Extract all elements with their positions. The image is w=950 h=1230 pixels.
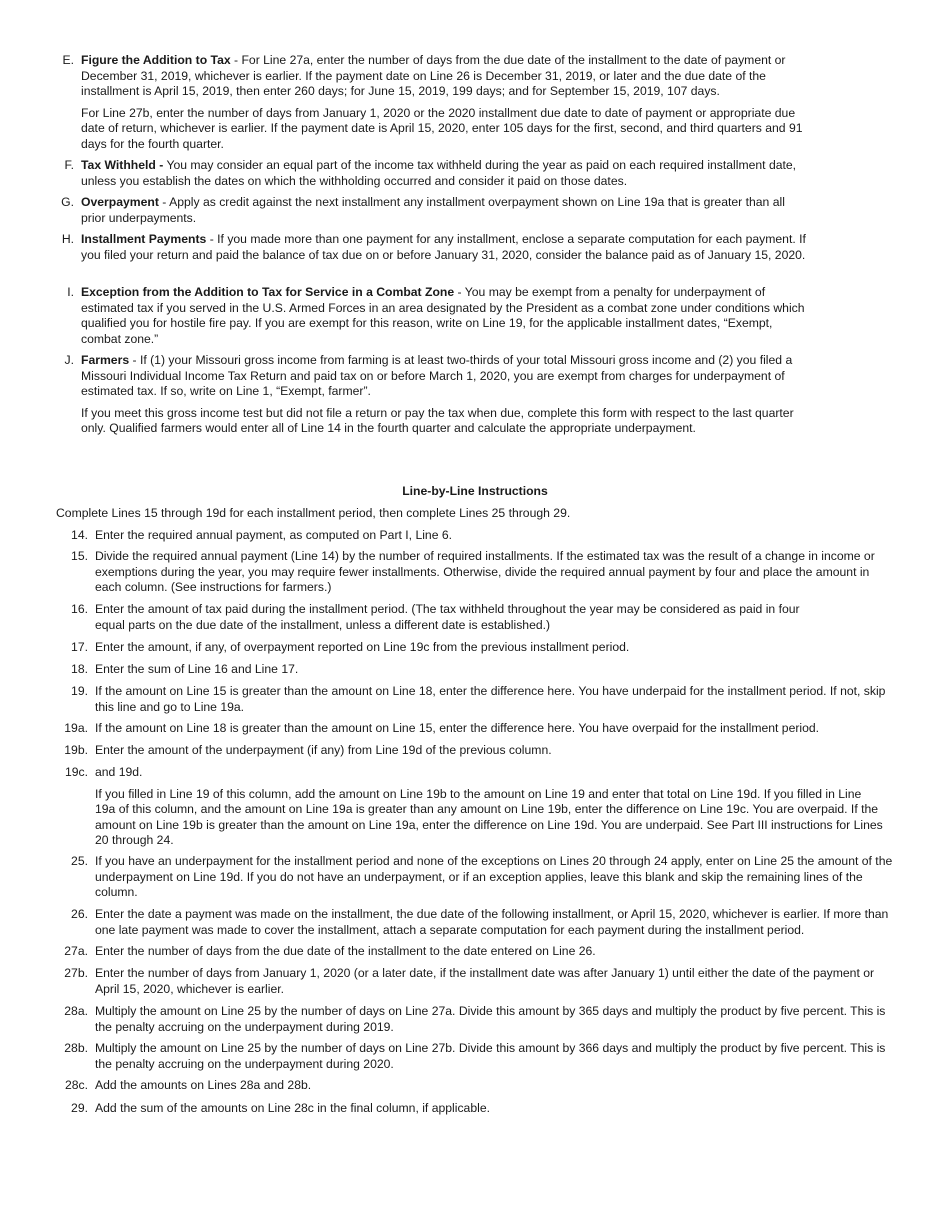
line-text: Add the sum of the amounts on Line 28c in the final column, if applicable.	[95, 1101, 490, 1115]
line-text: Divide the required annual payment (Line 14) by the number of required installments. If the estimated tax was the result of a change in income or exemptions during the year, you may require fewer installments. Otherwise, divide the required annual payment by four and place the amount in each column. (See instructions for farmers.)	[95, 549, 875, 595]
line-number: 19b.	[64, 743, 88, 757]
line-number: 17.	[71, 640, 88, 654]
item-text: For Line 27a, enter the number of days from the due date of the installment to the date of payment or December 31, 2019, whichever is earlier. If the payment date on Line 26 is December 31, 2019, or later and the due date of the installment is April 15, 2019, then enter 260 days; for June 15, 2019, 199 days; and for September 15, 2019, 107 days.	[81, 53, 786, 99]
line-number: 28a.	[64, 1004, 88, 1018]
item-letter: J.	[64, 353, 74, 367]
line-number: 16.	[71, 602, 88, 616]
item-text: Apply as credit against the next installment any installment overpayment shown on Line 19a that is greater than all prior underpayments.	[81, 195, 785, 225]
line-text: If you have an underpayment for the installment period and none of the exceptions on Lines 20 through 24 apply, enter on Line 25 the amount of the underpayment on Line 19d. If you do not have an underpayment, or if an exception applies, leave this blank and skip the remaining lines of the column.	[95, 854, 893, 900]
line-number: 27a.	[64, 944, 88, 958]
line-number: 14.	[71, 528, 88, 542]
item-paragraph: Farmers - If (1) your Missouri gross income from farming is at least two-thirds of your total Missouri gross income and (2) you filed a Missouri Individual Income Tax Return and paid tax on or before March 1, 2020, you are exempt from charges for underpayment of estimated tax. If so, write on Line 1, “Exempt, farmer”.	[81, 353, 793, 399]
item-text: If you made more than one payment for any installment, enclose a separate computation for each payment. If you filed your return and paid the balance of tax due on or before January 31, 2020, consider the balance paid as of January 15, 2020.	[81, 232, 806, 262]
item-paragraph	[81, 158, 806, 189]
line-text: Multiply the amount on Line 25 by the number of days on Line 27a. Divide this amount by 365 days and multiply the product by five percent. This is the penalty accruing on the underpayment during 2019.	[95, 1004, 886, 1034]
line-text: Enter the amount, if any, of overpayment reported on Line 19c from the previous installment period.	[95, 640, 630, 654]
item-letter: G.	[61, 195, 74, 209]
line-text: If the amount on Line 18 is greater than the amount on Line 15, enter the difference here. You have overpaid for the installment period.	[95, 721, 820, 735]
section-heading: Line-by-Line Instructions	[402, 484, 548, 498]
line-text: Enter the required annual payment, as computed on Part I, Line 6.	[95, 528, 453, 542]
line-text: Add the amounts on Lines 28a and 28b.	[95, 1078, 312, 1092]
item-text: You may consider an equal part of the income tax withheld during the year as paid on each required installment date, unless you establish the dates on which the withholding occurred and consider it paid on those dates.	[81, 158, 797, 188]
item-letter: I.	[67, 285, 74, 299]
line-number: 15.	[71, 549, 88, 563]
item-letter: F.	[64, 158, 74, 172]
section-intro: Complete Lines 15 through 19d for each installment period, then complete Lines 25 through 29.	[56, 506, 571, 520]
line-number: 18.	[71, 662, 88, 676]
item-paragraph: Overpayment - Apply as credit against the next installment any installment overpayment shown on Line 19a that is greater than all prior underpayments.	[81, 195, 785, 225]
line-text: Enter the date a payment was made on the installment, the due date of the following installment, or April 15, 2020, whichever is earlier. If more than one late payment was made to cover the installment, attach a separate computation for each payment during the installment period.	[95, 907, 889, 937]
line-number: 25.	[71, 854, 88, 868]
line-number: 19.	[71, 684, 88, 698]
item-title: Overpayment	[81, 195, 159, 209]
line-number: 27b.	[64, 966, 88, 980]
item-title: Figure the Addition to Tax	[81, 53, 231, 67]
item-letter: H.	[61, 232, 74, 246]
item-title: Farmers	[81, 353, 130, 367]
item-letter: E.	[62, 53, 74, 67]
line-text: Multiply the amount on Line 25 by the number of days on Line 27b. Divide this amount by 366 days and multiply the product by five percent. This is the penalty accruing on the underpayment during 2020.	[95, 1041, 886, 1071]
item-paragraph: Figure the Addition to Tax - For Line 27a, enter the number of days from the due date of the installment to the date of payment or December 31, 2019, whichever is earlier. If the payment date on Line 26 is December 31, 2019, or later and the due date of the installment is April 15, 2019, then enter 260 days; for June 15, 2019, 199 days; and for September 15, 2019, 107 days.	[81, 53, 786, 99]
item-title: Exception from the Addition to Tax for Service in a Combat Zone	[81, 285, 455, 299]
line-number: 28b.	[64, 1041, 88, 1055]
line-number: 26.	[71, 907, 88, 921]
item-paragraph: Installment Payments - If you made more than one payment for any installment, enclose a separate computation for each payment. If you filed your return and paid the balance of tax due on or before January 31, 2020, consider the balance paid as of January 15, 2020.	[81, 232, 806, 262]
line-number: 29.	[71, 1101, 88, 1115]
line-text: Enter the number of days from the due date of the installment to the date entered on Line 26.	[95, 944, 596, 958]
line-text: Enter the amount of tax paid during the installment period. (The tax withheld throughout the year may be considered as paid in four equal parts on the due date of the installment, unless a different date is established.)	[95, 602, 800, 632]
line-number: 28c.	[64, 1078, 88, 1092]
item-paragraph-2: For Line 27b, enter the number of days from January 1, 2020 or the 2020 installment due date to date of payment or appropriate due date of return, whichever is earlier. If the payment date is April 15, 2020, enter 105 days for the first, second, and third quarters and 91 days for the fourth quarter.	[81, 105, 803, 151]
line-text: Enter the sum of Line 16 and Line 17.	[95, 662, 299, 676]
line-text: and 19d.	[95, 765, 143, 779]
item-title: Tax Withheld -	[81, 158, 164, 172]
item-title: Installment Payments	[81, 232, 207, 246]
item-paragraph-2: If you meet this gross income test but did not file a return or pay the tax when due, complete this form with respect to the last quarter only. Qualified farmers would enter all of Line 14 in the fourth quarter and calculate the appropriate underpayment.	[81, 405, 794, 436]
line-number: 19c.	[64, 765, 88, 779]
line-text: If the amount on Line 15 is greater than the amount on Line 18, enter the difference here. You have underpaid for the installment period. If not, skip this line and go to Line 19a.	[95, 684, 886, 714]
line-text: Enter the amount of the underpayment (if any) from Line 19d of the previous column.	[95, 743, 552, 757]
item-text: If (1) your Missouri gross income from farming is at least two-thirds of your total Missouri gross income and (2) you filed a Missouri Individual Income Tax Return and paid tax on or before March 1, 2020, you are exempt from charges for underpayment of estimated tax. If so, write on Line 1, “Exempt, farmer”.	[81, 353, 793, 399]
item-text: You may be exempt from a penalty for underpayment of estimated tax if you served in the U.S. Armed Forces in an area designated by the President as a combat zone under conditions which qualified you for hostile fire pay. If you are exempt for this reason, write on Line 19, for the applicable installment dates, “Exempt, combat zone.”	[81, 285, 805, 346]
line-number: 19a.	[64, 721, 88, 735]
line-text: Enter the number of days from January 1, 2020 (or a later date, if the installment date was after January 1) until either the date of the payment or April 15, 2020, whichever is earlier.	[95, 966, 875, 996]
item-paragraph: Exception from the Addition to Tax for Service in a Combat Zone - You may be exempt from a penalty for underpayment of estimated tax if you served in the U.S. Armed Forces in an area designated by the President as a combat zone under conditions which qualified you for hostile fire pay. If you are exempt for this reason, write on Line 19, for the applicable installment dates, “Exempt, combat zone.”	[81, 285, 805, 346]
line-text-2: If you filled in Line 19 of this column, add the amount on Line 19b to the amount on Line 19 and enter that total on Line 19d. If you filled in Line 19a of this column, and the amount on Line 19a is greater than any amount on Line 19b, enter the difference on Line 19c. You are overpaid. If the amount on Line 19b is greater than the amount on Line 19a, enter the difference on Line 19d. You are underpaid. See Part III instructions for Lines 20 through 24.	[95, 786, 883, 848]
